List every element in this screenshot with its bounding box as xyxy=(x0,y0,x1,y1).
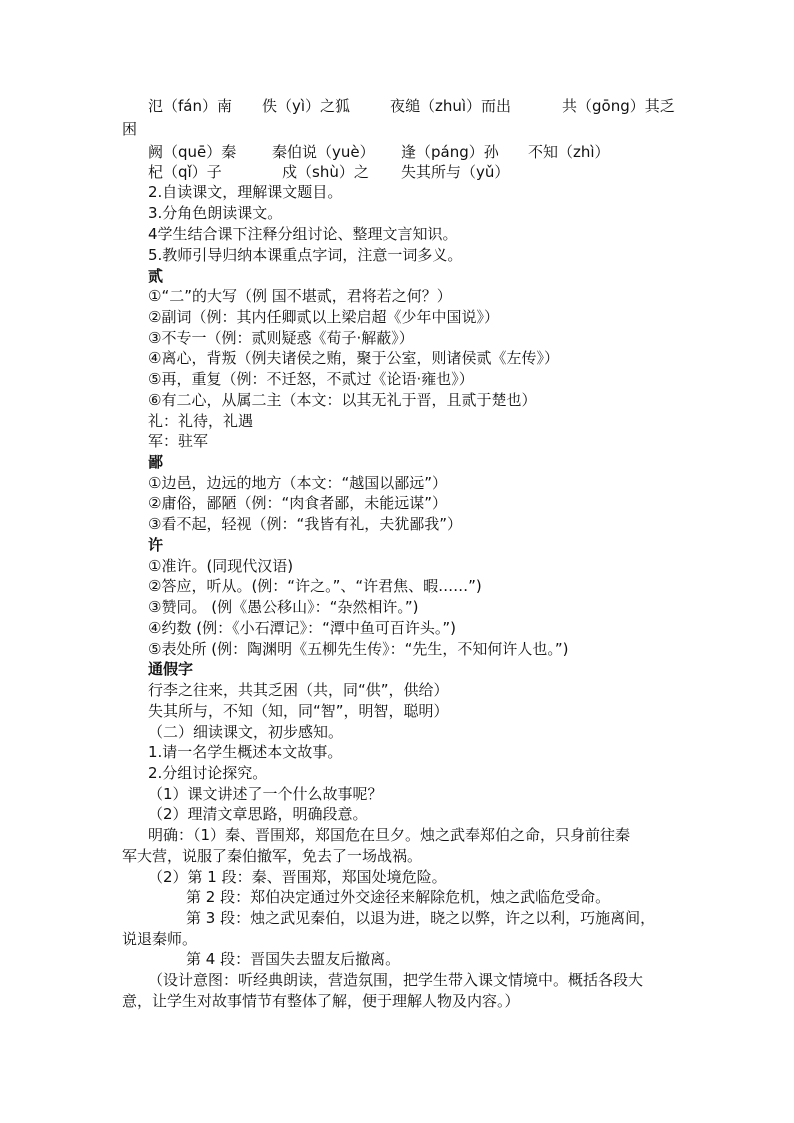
pinyin-item: 杞（qǐ）子 xyxy=(148,163,222,181)
step-item: 1.请一名学生概述本文故事。 xyxy=(148,743,343,761)
meaning-item: ③赞同。 (例《愚公移山》：“杂然相许。”) xyxy=(148,598,419,616)
meaning-item: ①准许。(同现代汉语) xyxy=(148,557,294,575)
meaning-item: ⑥有二心，从属二主（本文：以其无礼于晋，且贰于楚也） xyxy=(148,391,537,409)
section-heading: 许 xyxy=(148,536,164,554)
meaning-item: ②庸俗，鄙陋（例：“肉食者鄙，未能远谋”） xyxy=(148,494,447,512)
meaning-item: ②副词（例：其内任卿贰以上梁启超《少年中国说》） xyxy=(148,308,499,326)
pinyin-item: 阙（quē）秦 xyxy=(148,143,237,161)
pinyin-item: 戍（shù）之 xyxy=(282,163,369,181)
pinyin-item: 秦伯说（yuè） xyxy=(272,143,375,161)
question-item: （1）课文讲述了一个什么故事呢？ xyxy=(148,785,383,803)
pinyin-item: 夜缒（zhuì）而出 xyxy=(390,97,512,115)
meaning-item: ③看不起，轻视（例：“我皆有礼，夫犹鄙我”） xyxy=(148,515,462,533)
word-gloss: 军：驻军 xyxy=(148,432,209,450)
step-item: 2.自读课文，理解课文题目。 xyxy=(148,183,343,201)
pinyin-item: 不知（zhì） xyxy=(528,143,610,161)
tongjia-item: 失其所与，不知（知，同“智”，明智，聪明） xyxy=(148,702,449,720)
pinyin-item: 佚（yì）之狐 xyxy=(262,97,351,115)
word-gloss: 礼：礼待，礼遇 xyxy=(148,412,254,430)
paragraph-summary: （2）第 1 段：秦、晋围郑，郑国处境危险。 xyxy=(148,868,447,886)
design-note: 意，让学生对故事情节有整体了解，便于理解人物及内容。） xyxy=(122,992,520,1010)
answer-line: 军大营，说服了秦伯撤军，免去了一场战祸。 xyxy=(122,847,423,865)
tongjia-item: 行李之往来，共其乏困（共，同“供”，供给） xyxy=(148,681,449,699)
design-note: （设计意图：听经典朗读，营造氛围，把学生带入课文情境中。概括各段大 xyxy=(148,971,644,989)
pinyin-wrap: 困 xyxy=(122,120,138,138)
step-item: 3.分角色朗读课文。 xyxy=(148,204,283,222)
pinyin-item: 失其所与（yǔ） xyxy=(401,163,510,181)
answer-line: 明确：（1）秦、晋围郑，郑国危在旦夕。烛之武奉郑伯之命，只身前往秦 xyxy=(148,826,631,844)
meaning-item: ①“二”的大写（例 国不堪贰，君将若之何？） xyxy=(148,287,452,305)
meaning-item: ①边邑，边远的地方（本文：“越国以鄙远”） xyxy=(148,474,447,492)
meaning-item: ②答应，听从。(例：“许之。”、“许君焦、暇……”) xyxy=(148,577,482,595)
meaning-item: ④约数 (例：《小石潭记》：“潭中鱼可百许头。”) xyxy=(148,619,456,637)
step-item: 2.分组讨论探究。 xyxy=(148,764,268,782)
meaning-item: ④离心，背叛（例夫诸侯之贿，聚于公室，则诸侯贰《左传》） xyxy=(148,349,559,367)
meaning-item: ⑤表处所 (例：陶渊明《五柳先生传》：“先生，不知何许人也。”) xyxy=(148,640,569,658)
paragraph-summary: 第 3 段：烛之武见秦伯，以退为进，晓之以弊，许之以利，巧施离间， xyxy=(186,909,656,927)
meaning-item: ⑤再，重复（例：不迁怒，不贰过《论语·雍也》） xyxy=(148,370,474,388)
paragraph-summary: 说退秦师。 xyxy=(122,930,198,948)
question-item: （2）理清文章思路，明确段意。 xyxy=(148,805,368,823)
paragraph-summary: 第 4 段：晋国失去盟友后撤离。 xyxy=(186,950,401,968)
pinyin-item: 逢（páng）孙 xyxy=(401,143,499,161)
section-heading: 鄙 xyxy=(148,453,164,471)
pinyin-item: 共（gōng）其乏 xyxy=(562,97,675,115)
section-heading: 通假字 xyxy=(148,660,194,678)
step-item: 4学生结合课下注释分组讨论、整理文言知识。 xyxy=(148,225,458,243)
pinyin-item: 氾（fán）南 xyxy=(148,97,232,115)
meaning-item: ③不专一（例：贰则疑惑《荀子·解蔽》） xyxy=(148,329,414,347)
section-heading: 贰 xyxy=(148,267,164,285)
paragraph-summary: 第 2 段：郑伯决定通过外交途径来解除危机，烛之武临危受命。 xyxy=(186,888,611,906)
step-item: 5.教师引导归纳本课重点字词，注意一词多义。 xyxy=(148,246,463,264)
section-title: （二）细读课文，初步感知。 xyxy=(148,723,344,741)
